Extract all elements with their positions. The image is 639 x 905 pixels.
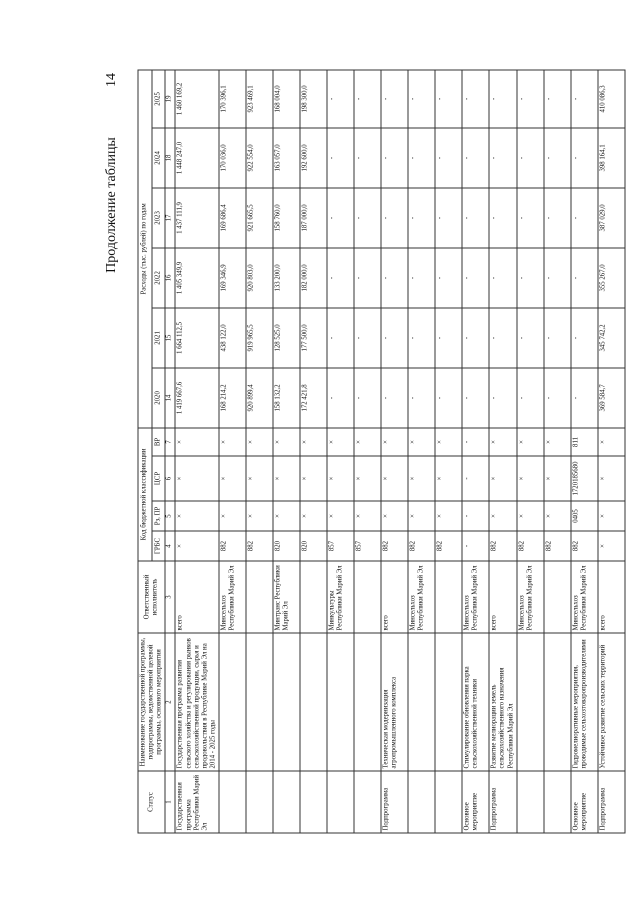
cell-2024: 398 164,1 [597, 127, 624, 187]
cell-2020: 369 584,7 [597, 367, 624, 427]
cell-2021: - [543, 307, 570, 367]
header-year: 2020 [151, 367, 165, 427]
cell-2022: - [435, 247, 462, 307]
cell-rzpr: × [516, 501, 543, 531]
cell-name: Стимулирование обновления парка сельскохозяйственной техники [462, 633, 489, 771]
cell-executor: Минсельхоз Республики Марий Эл [408, 561, 435, 633]
cell-executor [300, 561, 327, 633]
cell-2022: - [327, 247, 354, 307]
cell-2021: 345 742,2 [597, 307, 624, 367]
cell-grbs: 857 [354, 531, 381, 561]
header-year: 2023 [151, 187, 165, 247]
header-year: 2022 [151, 247, 165, 307]
cell-2024: - [570, 127, 597, 187]
cell-2020: - [381, 367, 408, 427]
cell-2021: 438 122,0 [219, 307, 246, 367]
cell-2023: - [381, 187, 408, 247]
column-number: 3 [165, 561, 175, 633]
cell-2020: 1 419 667,6 [175, 367, 219, 427]
cell-2024: - [354, 127, 381, 187]
cell-name [408, 633, 435, 771]
cell-2020: - [435, 367, 462, 427]
cell-2020: - [327, 367, 354, 427]
cell-2021: 128 525,0 [273, 307, 300, 367]
table-row [489, 69, 516, 832]
cell-rzpr: × [219, 501, 246, 531]
header-year: 2021 [151, 307, 165, 367]
cell-2023: - [435, 187, 462, 247]
table-row [570, 69, 597, 832]
cell-2025: - [327, 69, 354, 127]
cell-vr: × [489, 427, 516, 455]
cell-2020: - [354, 367, 381, 427]
cell-executor: всего [489, 561, 516, 633]
cell-vr: × [435, 427, 462, 455]
cell-rzpr: × [327, 501, 354, 531]
cell-name: Техническая модернизация агропромышленного комплекса [381, 633, 408, 771]
cell-2024: 170 036,0 [219, 127, 246, 187]
table-row [381, 69, 408, 832]
cell-csr: × [300, 456, 327, 501]
cell-2024: 192 600,0 [300, 127, 327, 187]
cell-vr: - [462, 427, 489, 455]
cell-csr: × [408, 456, 435, 501]
cell-2024: - [516, 127, 543, 187]
cell-executor [246, 561, 273, 633]
cell-2020: 158 132,2 [273, 367, 300, 427]
cell-grbs: - [462, 531, 489, 561]
cell-2022: - [462, 247, 489, 307]
cell-2023: - [516, 187, 543, 247]
cell-2023: 387 029,0 [597, 187, 624, 247]
header-budget-code: Код бюджетной классификации [138, 427, 152, 560]
cell-2021: - [408, 307, 435, 367]
cell-2025: - [489, 69, 516, 127]
cell-rzpr: 0405 [570, 501, 597, 531]
cell-vr: × [273, 427, 300, 455]
cell-csr: × [381, 456, 408, 501]
cell-status: Основное мероприятие [570, 771, 597, 833]
cell-2024: - [543, 127, 570, 187]
cell-grbs: 882 [435, 531, 462, 561]
cell-csr: × [175, 456, 219, 501]
cell-grbs: × [175, 531, 219, 561]
page-number: 14 [104, 73, 119, 87]
cell-executor [543, 561, 570, 633]
cell-2022: - [516, 247, 543, 307]
cell-2020: 168 214,2 [219, 367, 246, 427]
cell-rzpr: × [273, 501, 300, 531]
cell-2021: - [570, 307, 597, 367]
column-numbers-row [165, 69, 175, 832]
cell-executor: Минсельхоз Республики Марий Эл [462, 561, 489, 633]
cell-2022: 169 346,9 [219, 247, 246, 307]
cell-csr: × [354, 456, 381, 501]
cell-name: Устойчивое развитие сельских территорий [597, 633, 624, 771]
cell-vr: × [354, 427, 381, 455]
cell-csr: × [543, 456, 570, 501]
cell-2021: - [462, 307, 489, 367]
cell-2021: - [516, 307, 543, 367]
cell-status [516, 771, 543, 833]
cell-name [300, 633, 327, 771]
cell-2020: 172 421,8 [300, 367, 327, 427]
cell-2021: - [327, 307, 354, 367]
cell-rzpr: × [246, 501, 273, 531]
column-number: 19 [165, 69, 175, 127]
cell-2025: 170 396,1 [219, 69, 246, 127]
column-number: 4 [165, 531, 175, 561]
cell-executor: всего [175, 561, 219, 633]
cell-csr: × [246, 456, 273, 501]
cell-csr: × [273, 456, 300, 501]
table-row [462, 69, 489, 832]
cell-2025: 923 469,1 [246, 69, 273, 127]
column-number: 14 [165, 367, 175, 427]
cell-status: Основное мероприятие [462, 771, 489, 833]
cell-2022: 1 405 349,9 [175, 247, 219, 307]
cell-name: Государственная программа развития сельского хозяйства и регулирования рынков сельскохозяйственной продукции, сырья и продовольствия в Республике Марий Эл на 2014 - 2025 годы [175, 633, 219, 771]
cell-vr: × [543, 427, 570, 455]
column-number: 15 [165, 307, 175, 367]
cell-grbs: 882 [516, 531, 543, 561]
cell-2023: 1 437 111,9 [175, 187, 219, 247]
cell-csr: 1720185680 [570, 456, 597, 501]
cell-2023: 187 000,0 [300, 187, 327, 247]
cell-grbs: 882 [543, 531, 570, 561]
table-row [543, 69, 570, 832]
table-caption: Продолжение таблицы [104, 137, 119, 273]
cell-2024: 163 057,0 [273, 127, 300, 187]
table-row [435, 69, 462, 832]
header-expenses: Расходы (тыс. рублей) по годам [138, 69, 152, 427]
header-executor: Ответственный исполнитель [138, 561, 165, 633]
header-csr: ЦСР [151, 456, 165, 501]
cell-2022: 920 803,0 [246, 247, 273, 307]
cell-vr: 811 [570, 427, 597, 455]
table-row [273, 69, 300, 832]
cell-status [327, 771, 354, 833]
table-row [175, 69, 219, 832]
cell-2021: 177 500,0 [300, 307, 327, 367]
cell-csr: × [219, 456, 246, 501]
cell-2024: 1 448 247,0 [175, 127, 219, 187]
cell-vr: × [516, 427, 543, 455]
cell-2023: - [489, 187, 516, 247]
cell-executor: Минсельхоз Республики Марий Эл [570, 561, 597, 633]
cell-status [219, 771, 246, 833]
cell-executor: Минтранс Республики Марий Эл [273, 561, 300, 633]
cell-name [354, 633, 381, 771]
cell-2020: - [489, 367, 516, 427]
cell-2023: - [354, 187, 381, 247]
cell-2025: - [543, 69, 570, 127]
table-row [300, 69, 327, 832]
table-row [327, 69, 354, 832]
column-number: 5 [165, 501, 175, 531]
column-number: 2 [165, 633, 175, 771]
cell-rzpr: × [489, 501, 516, 531]
cell-2023: - [408, 187, 435, 247]
cell-2022: - [570, 247, 597, 307]
cell-csr: × [435, 456, 462, 501]
cell-name [543, 633, 570, 771]
cell-grbs: × [597, 531, 624, 561]
cell-2021: - [435, 307, 462, 367]
column-number: 16 [165, 247, 175, 307]
column-number: 18 [165, 127, 175, 187]
cell-2023: - [543, 187, 570, 247]
cell-executor [435, 561, 462, 633]
cell-name [219, 633, 246, 771]
cell-2025: - [570, 69, 597, 127]
cell-2023: - [462, 187, 489, 247]
header-rzpr: Рз, ПР [151, 501, 165, 531]
cell-csr: - [462, 456, 489, 501]
table-row [516, 69, 543, 832]
cell-grbs: 820 [300, 531, 327, 561]
expenses-table [137, 70, 637, 833]
cell-grbs: 882 [381, 531, 408, 561]
cell-rzpr: × [381, 501, 408, 531]
cell-status: Подпрограмма [489, 771, 516, 833]
cell-vr: × [381, 427, 408, 455]
cell-rzpr: × [597, 501, 624, 531]
table-row [597, 69, 624, 832]
cell-vr: × [327, 427, 354, 455]
cell-2021: 1 664 112,5 [175, 307, 219, 367]
cell-2021: - [381, 307, 408, 367]
cell-2024: - [381, 127, 408, 187]
cell-2023: 169 686,4 [219, 187, 246, 247]
header-name: Наименование государственной программы, подпрограммы, ведомственной целевой программы, основного мероприятия [138, 633, 165, 771]
cell-csr: × [327, 456, 354, 501]
cell-rzpr: × [354, 501, 381, 531]
cell-2025: - [381, 69, 408, 127]
table-row [246, 69, 273, 832]
cell-executor [354, 561, 381, 633]
cell-2025: 168 004,0 [273, 69, 300, 127]
cell-2023: - [570, 187, 597, 247]
cell-2022: - [489, 247, 516, 307]
cell-executor: Минкультуры Республики Марий Эл [327, 561, 354, 633]
cell-status: Подпрограмма [381, 771, 408, 833]
cell-2023: 921 665,5 [246, 187, 273, 247]
cell-name [273, 633, 300, 771]
header-vr: ВР [151, 427, 165, 455]
cell-rzpr: × [408, 501, 435, 531]
cell-vr: × [175, 427, 219, 455]
cell-vr: × [408, 427, 435, 455]
cell-2025: - [516, 69, 543, 127]
cell-rzpr: × [175, 501, 219, 531]
cell-csr: × [489, 456, 516, 501]
cell-executor: Минсельхоз Республики Марий Эл [516, 561, 543, 633]
cell-grbs: 882 [570, 531, 597, 561]
cell-2024: - [462, 127, 489, 187]
cell-executor: Минсельхоз Республики Марий Эл [219, 561, 246, 633]
column-number: 6 [165, 456, 175, 501]
cell-grbs: 857 [327, 531, 354, 561]
cell-status [435, 771, 462, 833]
cell-name: Гидромелиоративные мероприятия, проводимые сельхозтоваропроизводителями [570, 633, 597, 771]
cell-status [354, 771, 381, 833]
cell-2020: - [516, 367, 543, 427]
cell-csr: × [597, 456, 624, 501]
cell-2025: - [435, 69, 462, 127]
cell-2024: 922 554,0 [246, 127, 273, 187]
cell-name [435, 633, 462, 771]
cell-name [327, 633, 354, 771]
cell-grbs: 882 [408, 531, 435, 561]
table-row [354, 69, 381, 832]
cell-vr: × [219, 427, 246, 455]
cell-2025: - [354, 69, 381, 127]
cell-2022: - [381, 247, 408, 307]
column-number: 1 [165, 771, 175, 833]
cell-vr: × [300, 427, 327, 455]
table-row [219, 69, 246, 832]
cell-2022: 133 200,0 [273, 247, 300, 307]
cell-grbs: 882 [219, 531, 246, 561]
cell-name [246, 633, 273, 771]
cell-vr: × [246, 427, 273, 455]
cell-2024: - [327, 127, 354, 187]
cell-executor: всего [381, 561, 408, 633]
cell-2023: 158 760,0 [273, 187, 300, 247]
cell-rzpr: × [543, 501, 570, 531]
cell-2022: - [408, 247, 435, 307]
header-year: 2024 [151, 127, 165, 187]
cell-grbs: 820 [273, 531, 300, 561]
cell-2022: - [354, 247, 381, 307]
header-year: 2025 [151, 69, 165, 127]
cell-2021: - [489, 307, 516, 367]
cell-executor: всего [597, 561, 624, 633]
cell-2025: 198 300,0 [300, 69, 327, 127]
cell-2020: 920 899,4 [246, 367, 273, 427]
cell-name: Развитие мелиорации земель сельскохозяйственного назначения Республики Марий Эл [489, 633, 516, 771]
cell-status [408, 771, 435, 833]
cell-2021: 919 965,5 [246, 307, 273, 367]
header-grbs: ГРБС [151, 531, 165, 561]
cell-2025: 410 086,3 [597, 69, 624, 127]
column-number: 17 [165, 187, 175, 247]
cell-status: Подпрограмма [597, 771, 624, 833]
cell-status: Государственная программа Республики Марий Эл [175, 771, 219, 833]
cell-2020: - [408, 367, 435, 427]
cell-2025: - [408, 69, 435, 127]
cell-2024: - [489, 127, 516, 187]
cell-status [543, 771, 570, 833]
cell-2022: 355 267,0 [597, 247, 624, 307]
cell-2024: - [435, 127, 462, 187]
column-number: 7 [165, 427, 175, 455]
cell-rzpr: - [462, 501, 489, 531]
cell-grbs: 882 [489, 531, 516, 561]
cell-2020: - [543, 367, 570, 427]
table-row [408, 69, 435, 832]
cell-name [516, 633, 543, 771]
table-body [175, 69, 624, 832]
cell-rzpr: × [300, 501, 327, 531]
cell-status [273, 771, 300, 833]
cell-2021: - [354, 307, 381, 367]
header-status: Статус [138, 771, 165, 833]
cell-rzpr: × [435, 501, 462, 531]
cell-2023: - [327, 187, 354, 247]
cell-status [246, 771, 273, 833]
cell-2025: 1 460 169,2 [175, 69, 219, 127]
cell-status [300, 771, 327, 833]
cell-grbs: 882 [246, 531, 273, 561]
cell-2020: - [462, 367, 489, 427]
cell-vr: × [597, 427, 624, 455]
cell-2024: - [408, 127, 435, 187]
cell-2022: 182 000,0 [300, 247, 327, 307]
cell-2022: - [543, 247, 570, 307]
cell-2025: - [462, 69, 489, 127]
cell-2020: - [570, 367, 597, 427]
cell-csr: × [516, 456, 543, 501]
